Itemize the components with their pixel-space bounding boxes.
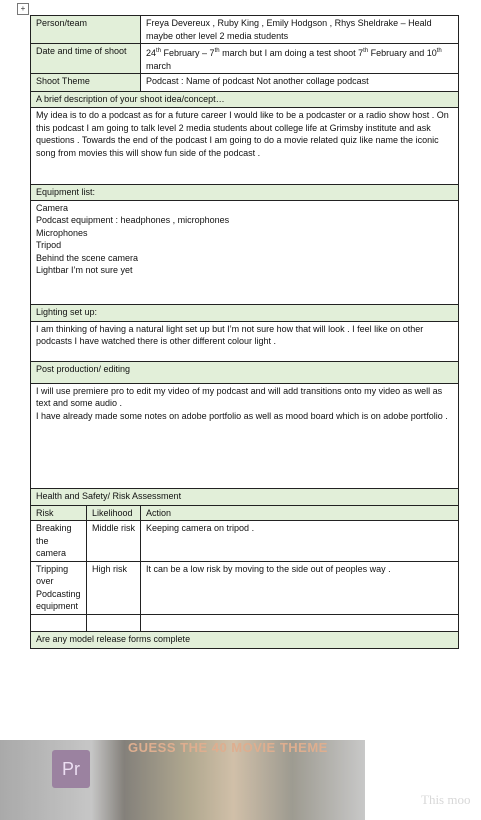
table-move-handle-icon[interactable]: + bbox=[17, 3, 29, 15]
person-value[interactable]: Freya Devereux , Ruby King , Emily Hodgson , Rhys Sheldrake – Heald maybe other level 2 media students bbox=[141, 16, 459, 44]
equipment-list[interactable] bbox=[31, 200, 459, 304]
theme-value[interactable]: Podcast : Name of podcast Not another collage podcast bbox=[141, 74, 459, 92]
empty-cell[interactable] bbox=[31, 614, 87, 631]
equipment-item: Behind the scene camera bbox=[36, 252, 139, 263]
likelihood-header: Likelihood bbox=[87, 505, 141, 521]
risk-header: Risk bbox=[31, 505, 87, 521]
theme-label: Shoot Theme bbox=[31, 74, 141, 92]
date-value[interactable]: 24th February – 7th march but I am doing a test shoot 7th February and 10th march bbox=[141, 44, 459, 74]
risk-cell[interactable]: Tripping over Podcasting equipment bbox=[31, 561, 87, 614]
risk-cell[interactable]: Breaking the camera bbox=[31, 521, 87, 562]
shoot-plan-table bbox=[30, 15, 459, 649]
premiere-pro-icon: Pr bbox=[52, 750, 90, 788]
empty-cell[interactable] bbox=[87, 614, 141, 631]
equipment-item: Lightbar I’m not sure yet bbox=[36, 265, 133, 275]
likelihood-cell[interactable]: High risk bbox=[87, 561, 141, 614]
equipment-item: Tripod bbox=[36, 240, 62, 250]
person-label: Person/team bbox=[31, 16, 141, 44]
brief-heading: A brief description of your shoot idea/concept… bbox=[31, 92, 459, 108]
action-header: Action bbox=[141, 505, 459, 521]
brief-text[interactable]: My idea is to do a podcast as for a future career I would like to be a podcaster or a radio show host . On this podcast I am going to talk level 2 media students about college life at Grimsby institute and ask questions . Towards the end of the podcast I am going to do a movie related quiz like name the iconic song from movies this will show fun side of the podcast . bbox=[31, 108, 459, 185]
empty-cell[interactable] bbox=[141, 614, 459, 631]
equipment-item: Camera bbox=[36, 202, 69, 213]
post-heading: Post production/ editing bbox=[31, 361, 459, 383]
equipment-heading: Equipment list: bbox=[31, 185, 459, 201]
lighting-heading: Lighting set up: bbox=[31, 304, 459, 321]
background-side-text: This moo bbox=[421, 792, 471, 807]
date-label: Date and time of shoot bbox=[31, 44, 141, 74]
hs-heading: Health and Safety/ Risk Assessment bbox=[31, 488, 459, 505]
equipment-item: Podcast equipment : headphones , microphones bbox=[36, 215, 230, 225]
lighting-text[interactable]: I am thinking of having a natural light set up but I’m not sure how that will look . I feel like on other podcasts I have watched there is other different colour light . bbox=[31, 321, 459, 361]
post-paragraph: I have already made some notes on adobe portfolio as well as mood board which is on adobe portfolio . bbox=[36, 410, 448, 421]
movie-theme-banner: GUESS THE 40 MOVIE THEME bbox=[128, 740, 328, 755]
post-paragraph: I will use premiere pro to edit my video of my podcast and will add transitions onto my video as well as text and some audio . bbox=[36, 385, 443, 408]
action-cell[interactable]: It can be a low risk by moving to the side out of peoples way . bbox=[141, 561, 459, 614]
equipment-item: Microphones bbox=[36, 227, 88, 238]
post-text[interactable] bbox=[31, 383, 459, 488]
likelihood-cell[interactable]: Middle risk bbox=[87, 521, 141, 562]
release-question: Are any model release forms complete bbox=[31, 631, 459, 648]
action-cell[interactable]: Keeping camera on tripod . bbox=[141, 521, 459, 562]
background-collage-image bbox=[0, 740, 365, 820]
